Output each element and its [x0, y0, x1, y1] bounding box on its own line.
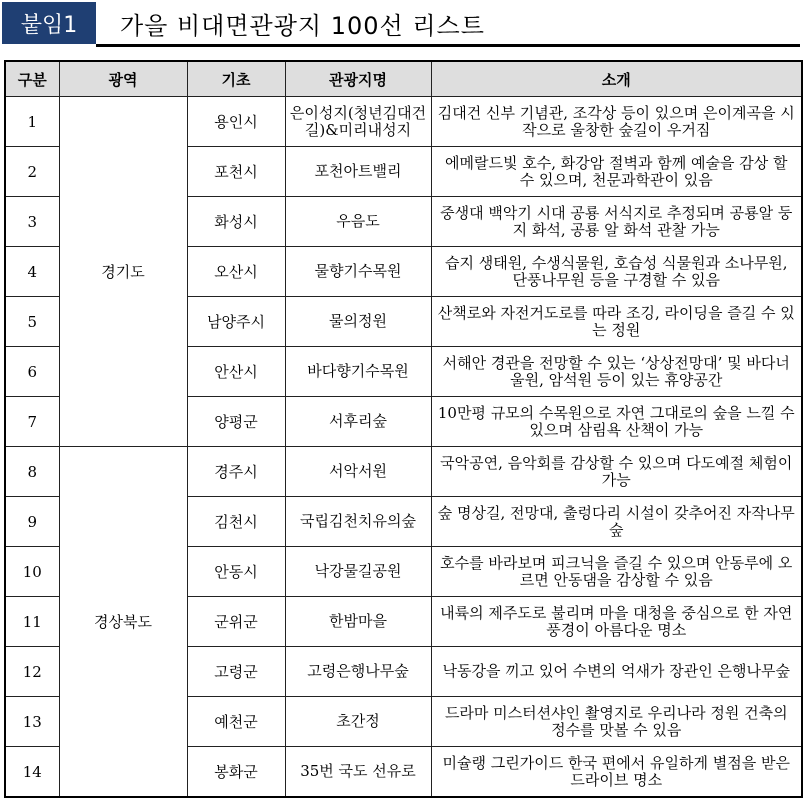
spot-name-cell: 포천아트밸리 — [285, 147, 431, 197]
description-cell: 습지 생태원, 수생식물원, 호습성 식물원과 소나무원, 단풍나무원 등을 구경할 수 있음 — [431, 247, 802, 297]
row-number: 7 — [5, 397, 59, 447]
city-cell: 봉화군 — [187, 747, 285, 798]
city-cell: 안동시 — [187, 547, 285, 597]
page-title: 가을 비대면관광지 100선 리스트 — [120, 12, 485, 40]
row-number: 6 — [5, 347, 59, 397]
title-underline — [96, 44, 800, 47]
spot-name-cell: 국립김천치유의숲 — [285, 497, 431, 547]
description-cell: 산책로와 자전거도로를 따라 조깅, 라이딩을 즐길 수 있는 정원 — [431, 297, 802, 347]
table-body — [5, 97, 802, 798]
description-cell: 김대건 신부 기념관, 조각상 등이 있으며 은이계곡을 시작으로 울창한 숲길이 우거짐 — [431, 97, 802, 147]
city-cell: 양평군 — [187, 397, 285, 447]
city-cell: 예천군 — [187, 697, 285, 747]
city-cell: 포천시 — [187, 147, 285, 197]
spot-name-cell: 서악서원 — [285, 447, 431, 497]
description-cell: 10만평 규모의 수목원으로 자연 그대로의 숲을 느낄 수 있으며 삼림욕 산책이 가능 — [431, 397, 802, 447]
description-cell: 에메랄드빛 호수, 화강암 절벽과 함께 예술을 감상 할 수 있으며, 천문과학관이 있음 — [431, 147, 802, 197]
row-number: 8 — [5, 447, 59, 497]
city-cell: 화성시 — [187, 197, 285, 247]
region-cell: 경상북도 — [59, 447, 187, 798]
spot-name-cell: 물향기수목원 — [285, 247, 431, 297]
row-number: 9 — [5, 497, 59, 547]
spot-name-cell: 35번 국도 선유로 — [285, 747, 431, 798]
city-cell: 김천시 — [187, 497, 285, 547]
description-cell: 숲 명상길, 전망대, 출렁다리 시설이 갖추어진 자작나무숲 — [431, 497, 802, 547]
column-header-desc: 소개 — [431, 61, 802, 97]
row-number: 14 — [5, 747, 59, 798]
tourist-spot-table — [4, 60, 803, 798]
city-cell: 남양주시 — [187, 297, 285, 347]
column-header-city: 기초 — [187, 61, 285, 97]
spot-name-cell: 물의정원 — [285, 297, 431, 347]
column-header-no: 구분 — [5, 61, 59, 97]
table-row — [5, 97, 802, 147]
description-cell: 중생대 백악기 시대 공룡 서식지로 추정되며 공룡알 둥지 화석, 공룡 알 화석 관찰 가능 — [431, 197, 802, 247]
spot-name-cell: 초간정 — [285, 697, 431, 747]
row-number: 11 — [5, 597, 59, 647]
city-cell: 경주시 — [187, 447, 285, 497]
table-row — [5, 447, 802, 497]
spot-name-cell: 우음도 — [285, 197, 431, 247]
table-header-row — [5, 61, 802, 97]
description-cell: 내륙의 제주도로 불리며 마을 대청을 중심으로 한 자연풍경이 아름다운 명소 — [431, 597, 802, 647]
row-number: 3 — [5, 197, 59, 247]
column-header-region: 광역 — [59, 61, 187, 97]
row-number: 1 — [5, 97, 59, 147]
city-cell: 오산시 — [187, 247, 285, 297]
city-cell: 안산시 — [187, 347, 285, 397]
description-cell: 낙동강을 끼고 있어 수변의 억새가 장관인 은행나무숲 — [431, 647, 802, 697]
description-cell: 서해안 경관을 전망할 수 있는 ‘상상전망대’ 및 바다너울원, 암석원 등이 있는 휴양공간 — [431, 347, 802, 397]
spot-name-cell: 서후리숲 — [285, 397, 431, 447]
spot-name-cell: 한밤마을 — [285, 597, 431, 647]
description-cell: 호수를 바라보며 피크닉을 즐길 수 있으며 안동루에 오르면 안동댐을 감상할 수 있음 — [431, 547, 802, 597]
row-number: 13 — [5, 697, 59, 747]
row-number: 5 — [5, 297, 59, 347]
row-number: 2 — [5, 147, 59, 197]
description-cell: 드라마 미스터션샤인 촬영지로 우리나라 정원 건축의 정수를 맛볼 수 있음 — [431, 697, 802, 747]
description-cell: 국악공연, 음악회를 감상할 수 있으며 다도예절 체험이 가능 — [431, 447, 802, 497]
description-cell: 미슐랭 그린가이드 한국 편에서 유일하게 별점을 받은 드라이브 명소 — [431, 747, 802, 798]
spot-name-cell: 고령은행나무숲 — [285, 647, 431, 697]
attachment-badge: 붙임1 — [2, 2, 96, 44]
row-number: 12 — [5, 647, 59, 697]
spot-name-cell: 바다향기수목원 — [285, 347, 431, 397]
city-cell: 군위군 — [187, 597, 285, 647]
spot-name-cell: 은이성지(청년김대건길)&미리내성지 — [285, 97, 431, 147]
region-cell: 경기도 — [59, 97, 187, 447]
city-cell: 고령군 — [187, 647, 285, 697]
spot-name-cell: 낙강물길공원 — [285, 547, 431, 597]
city-cell: 용인시 — [187, 97, 285, 147]
row-number: 4 — [5, 247, 59, 297]
column-header-name: 관광지명 — [285, 61, 431, 97]
row-number: 10 — [5, 547, 59, 597]
